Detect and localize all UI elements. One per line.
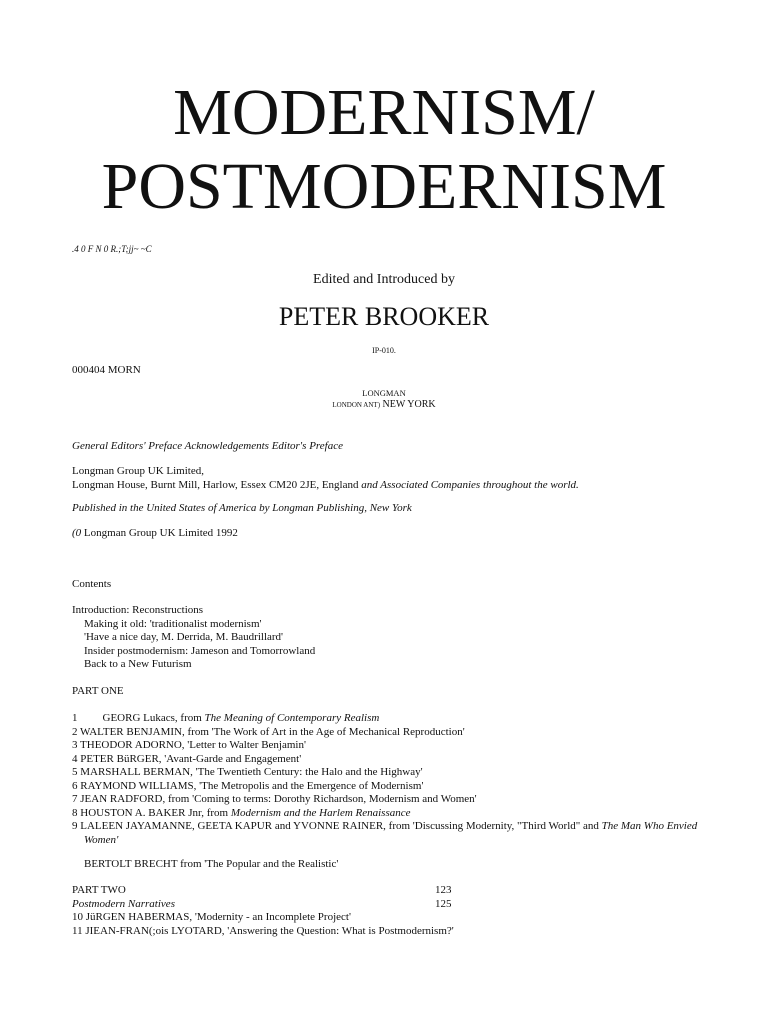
postmodern-narratives-row — [72, 898, 712, 912]
toc-entry-text: WALTER BENJAMIN, from 'The Work of Art in the Age of Mechanical Reproduction' — [77, 725, 465, 738]
toc-entry-number: 1 — [72, 712, 78, 724]
imprint-associated: and Associated Companies throughout the world. — [358, 478, 579, 491]
toc-entry-text: GEORG Lukacs, from — [102, 712, 205, 724]
toc-entry-italic: The Man Who Envied Women' — [84, 820, 698, 846]
part-two-heading — [72, 884, 712, 898]
contents-heading: Contents — [72, 578, 112, 590]
toc-entry-10: 10 JüRGEN HABERMAS, 'Modernity - an Incomplete Project' — [72, 911, 351, 923]
publisher-places — [0, 399, 768, 410]
toc-entry-text: HOUSTON A. BAKER Jnr, from — [77, 806, 231, 819]
toc-entry-italic: The Meaning of Contemporary Realism — [204, 712, 380, 724]
publisher-places-rest: NEW YORK — [380, 399, 436, 410]
toc-entry-text: THEODOR ADORNO, 'Letter to Walter Benjamin' — [77, 739, 306, 751]
copyright-symbol: (0 — [72, 527, 82, 539]
part-two-label: PART TWO — [72, 884, 126, 896]
imprint-address: Longman House, Burnt Mill, Harlow, Essex CM20 2JE, England — [72, 478, 359, 491]
part-two-page: 123 — [435, 884, 452, 896]
toc-entry-7 — [72, 793, 712, 807]
part-one-heading: PART ONE — [72, 685, 124, 697]
postmodern-narratives-label: Postmodern Narratives — [72, 897, 175, 910]
edited-by-line: Edited and Introduced by — [313, 272, 455, 287]
publisher-places-small: LONDON ANT) — [332, 401, 381, 409]
toc-entry-text: RAYMOND WILLIAMS, 'The Metropolis and the Emergence of Modernism' — [77, 779, 424, 792]
front-matter-line: General Editors' Preface Acknowledgements Editor's Preface — [72, 440, 343, 452]
title-line-2: POSTMODERNISM — [101, 150, 667, 223]
catalog-code: 000404 MORN — [72, 364, 141, 376]
toc-entry-number: 3 — [72, 739, 78, 751]
toc-entry-text: MARSHALL BERMAN, 'The Twentieth Century: the Halo and the Highway' — [77, 766, 423, 778]
introduction-block — [72, 604, 315, 672]
toc-entry-2 — [72, 726, 712, 740]
ip-code: IP-010. — [372, 346, 396, 355]
toc-entry-number: 5 — [72, 766, 78, 778]
imprint-line-2 — [72, 479, 579, 493]
toc-entry-8 — [72, 807, 712, 821]
toc-entry-9 — [72, 820, 712, 847]
toc-entry-number: 6 — [72, 779, 78, 792]
copyright-line — [72, 527, 238, 541]
toc-entry-11: 11 JIEAN-FRAN(;ois LYOTARD, 'Answering the Question: What is Postmodernism?' — [72, 924, 454, 937]
toc-entry-text: PETER BüRGER, 'Avant-Garde and Engagement' — [77, 752, 302, 765]
imprint-line-1: Longman Group UK Limited, — [72, 465, 204, 477]
toc-entry-5 — [72, 766, 712, 780]
toc-entry-3 — [72, 739, 712, 753]
intro-item: Insider postmodernism: Jameson and Tomorrowland — [84, 644, 316, 657]
title-line-1: MODERNISM/ — [173, 76, 595, 149]
toc-entry-number: 2 — [72, 725, 78, 738]
publisher-name: LONGMAN — [362, 388, 406, 398]
intro-item: Making it old: 'traditionalist modernism' — [84, 617, 262, 630]
intro-item: 'Have a nice day, M. Derrida, M. Baudrillard' — [84, 631, 284, 643]
introduction-title: Introduction: Reconstructions — [72, 604, 204, 616]
postmodern-narratives-page: 125 — [435, 897, 452, 910]
intro-item: Back to a New Futurism — [84, 658, 192, 670]
part-one-entries — [72, 712, 712, 847]
toc-entry-number: 8 — [72, 806, 78, 819]
scan-artifact-text: .4 0 F N 0 R.;T;jj~ ~C — [72, 244, 152, 254]
toc-entry-number: 4 — [72, 752, 78, 765]
copyright-text: Longman Group UK Limited 1992 — [81, 527, 238, 539]
toc-entry-4 — [72, 753, 712, 767]
toc-entry-italic: Modernism and the Harlem Renaissance — [230, 806, 411, 819]
toc-entry-number: 7 — [72, 793, 78, 805]
usa-publication-line: Published in the United States of America by Longman Publishing, New York — [72, 502, 412, 514]
imprint-block — [72, 465, 579, 492]
editor-name: PETER BROOKER — [278, 302, 490, 331]
toc-entry-text: JEAN RADFORD, from 'Coming to terms: Dorothy Richardson, Modernism and Women' — [77, 793, 477, 805]
toc-entry-text: LALEEN JAYAMANNE, GEETA KAPUR and YVONNE RAINER, from 'Discussing Modernity, "Third World" and — [77, 820, 602, 832]
part-two-block — [72, 884, 712, 938]
toc-entry-1 — [72, 712, 712, 726]
toc-entry-6 — [72, 780, 712, 794]
toc-entry-number: 9 — [72, 820, 78, 832]
brecht-entry: BERTOLT BRECHT from 'The Popular and the Realistic' — [84, 858, 339, 870]
